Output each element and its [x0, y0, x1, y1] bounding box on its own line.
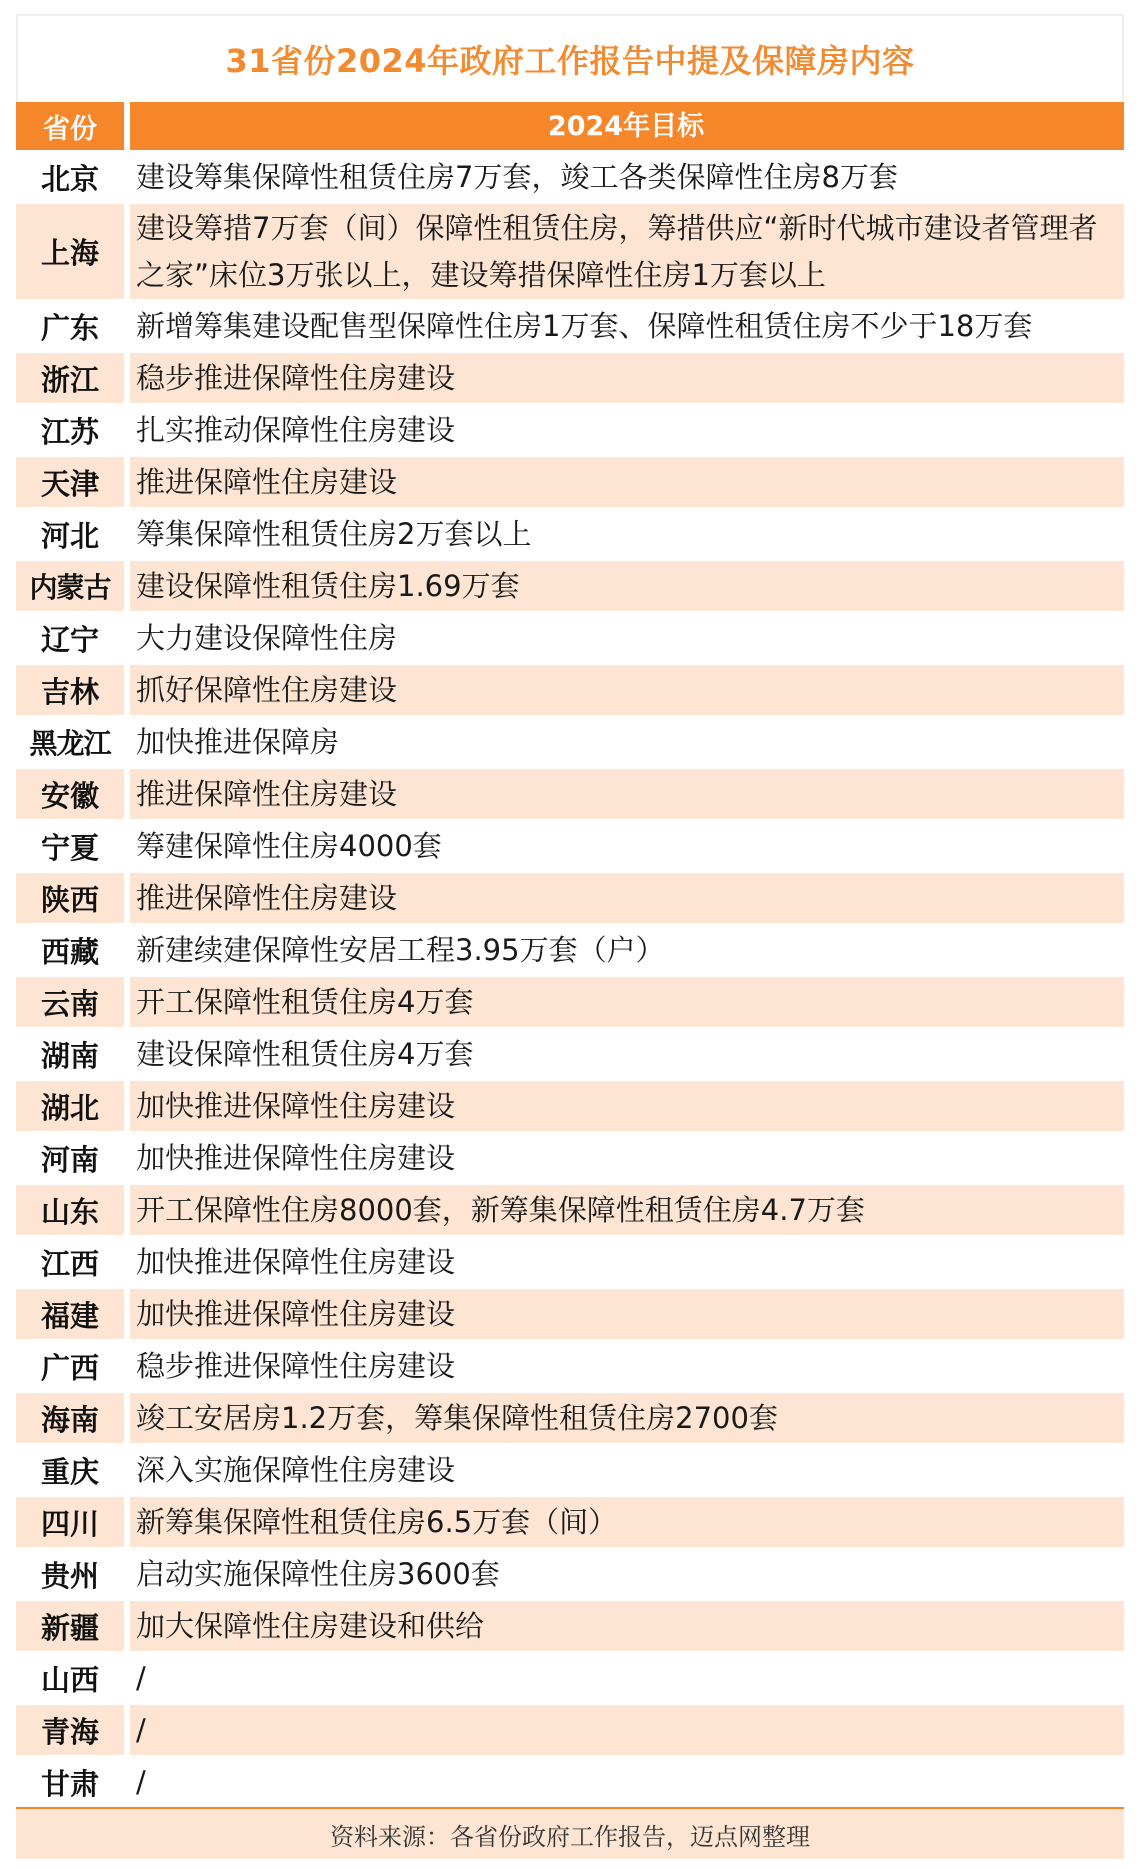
target-cell: 大力建设保障性住房 [136, 620, 398, 655]
table-row [16, 1079, 1124, 1131]
table-row [16, 1235, 1124, 1287]
target-cell: 新筹集保障性租赁住房6.5万套（间） [130, 1497, 1124, 1547]
target-cell: 建设筹措7万套（间）保障性租赁住房，筹措供应“新时代城市建设者管理者之家”床位3万张以上，建设筹措保障性住房1万套以上 [130, 204, 1124, 299]
table-row [16, 767, 1124, 819]
target-cell: 深入实施保障性住房建设 [136, 1452, 456, 1487]
province-cell: 广东 [40, 310, 99, 345]
province-cell: 海南 [16, 1393, 124, 1443]
target-cell: 筹建保障性住房4000套 [136, 828, 442, 863]
province-cell: 云南 [16, 977, 124, 1027]
table-row [16, 1703, 1124, 1755]
province-cell: 浙江 [16, 353, 124, 403]
target-cell: 加快推进保障性住房建设 [136, 1140, 456, 1175]
target-cell: 推进保障性住房建设 [130, 457, 1124, 507]
table-row [16, 1183, 1124, 1235]
province-cell: 山东 [16, 1185, 124, 1235]
table-row [16, 871, 1124, 923]
province-cell: 湖北 [16, 1081, 124, 1131]
table-row [16, 1599, 1124, 1651]
province-cell: 吉林 [16, 665, 124, 715]
target-cell: 扎实推动保障性住房建设 [136, 412, 456, 447]
table-row [16, 299, 1124, 351]
table-row [16, 1027, 1124, 1079]
province-cell: 重庆 [40, 1454, 99, 1489]
target-cell: 开工保障性住房8000套，新筹集保障性租赁住房4.7万套 [130, 1185, 1124, 1235]
province-cell: 西藏 [40, 934, 99, 969]
target-cell: / [136, 1660, 146, 1695]
province-cell: 辽宁 [40, 622, 99, 657]
policy-table [16, 102, 1124, 1859]
table-row [16, 1755, 1124, 1807]
target-cell: 建设筹集保障性租赁住房7万套，竣工各类保障性住房8万套 [136, 159, 898, 194]
table-row [16, 351, 1124, 403]
table-row [16, 150, 1124, 202]
province-cell: 广西 [40, 1350, 99, 1385]
table-row [16, 1131, 1124, 1183]
province-cell: 江苏 [40, 414, 99, 449]
table-header [16, 102, 1124, 150]
table-row [16, 202, 1124, 299]
province-cell: 陕西 [16, 873, 124, 923]
table-row [16, 1547, 1124, 1599]
province-cell: 内蒙古 [16, 561, 124, 611]
table-row [16, 819, 1124, 871]
title-box [16, 14, 1124, 102]
province-cell: 新疆 [16, 1601, 124, 1651]
table-row [16, 715, 1124, 767]
target-cell: 新建续建保障性安居工程3.95万套（户） [136, 932, 665, 967]
province-cell: 上海 [16, 204, 124, 299]
target-cell: 推进保障性住房建设 [130, 769, 1124, 819]
header-target: 2024年目标 [547, 110, 705, 142]
target-cell: 推进保障性住房建设 [130, 873, 1124, 923]
table-row [16, 923, 1124, 975]
target-cell: / [130, 1705, 1124, 1755]
target-cell: 加快推进保障性住房建设 [136, 1244, 456, 1279]
table-row [16, 403, 1124, 455]
target-cell: 建设保障性租赁住房1.69万套 [130, 561, 1124, 611]
target-cell: 稳步推进保障性住房建设 [136, 1348, 456, 1383]
target-cell: 抓好保障性住房建设 [130, 665, 1124, 715]
province-cell: 青海 [16, 1705, 124, 1755]
province-cell: 甘肃 [40, 1766, 99, 1801]
province-cell: 北京 [40, 161, 99, 196]
target-cell: / [136, 1764, 146, 1799]
target-cell: 竣工安居房1.2万套，筹集保障性租赁住房2700套 [130, 1393, 1124, 1443]
source-footer: 资料来源：各省份政府工作报告，迈点网整理 [16, 1807, 1124, 1859]
table-row [16, 1651, 1124, 1703]
province-cell: 湖南 [40, 1038, 99, 1073]
target-cell: 启动实施保障性住房3600套 [136, 1556, 500, 1591]
target-cell: 稳步推进保障性住房建设 [130, 353, 1124, 403]
province-cell: 黑龙江 [29, 727, 111, 760]
province-cell: 天津 [16, 457, 124, 507]
table-row [16, 507, 1124, 559]
table-row [16, 1495, 1124, 1547]
target-cell: 加快推进保障房 [136, 724, 340, 759]
table-row [16, 559, 1124, 611]
header-province: 省份 [43, 113, 97, 145]
target-cell: 加大保障性住房建设和供给 [130, 1601, 1124, 1651]
table-row [16, 663, 1124, 715]
province-cell: 山西 [40, 1662, 99, 1697]
target-cell: 加快推进保障性住房建设 [130, 1289, 1124, 1339]
province-cell: 福建 [16, 1289, 124, 1339]
table-row [16, 455, 1124, 507]
table-row [16, 1391, 1124, 1443]
table-row [16, 1287, 1124, 1339]
province-cell: 河南 [40, 1142, 99, 1177]
province-cell: 江西 [40, 1246, 99, 1281]
target-cell: 开工保障性租赁住房4万套 [130, 977, 1124, 1027]
target-cell: 筹集保障性租赁住房2万套以上 [136, 516, 532, 551]
table-row [16, 975, 1124, 1027]
province-cell: 贵州 [40, 1558, 99, 1593]
table-body [16, 150, 1124, 1807]
target-cell: 加快推进保障性住房建设 [130, 1081, 1124, 1131]
page-title: 31省份2024年政府工作报告中提及保障房内容 [225, 42, 915, 80]
target-cell: 新增筹集建设配售型保障性住房1万套、保障性租赁住房不少于18万套 [136, 308, 1033, 343]
target-cell: 建设保障性租赁住房4万套 [136, 1036, 474, 1071]
table-row [16, 1443, 1124, 1495]
province-cell: 宁夏 [40, 830, 99, 865]
table-row [16, 1339, 1124, 1391]
province-cell: 四川 [16, 1497, 124, 1547]
province-cell: 河北 [40, 518, 99, 553]
province-cell: 安徽 [16, 769, 124, 819]
table-row [16, 611, 1124, 663]
